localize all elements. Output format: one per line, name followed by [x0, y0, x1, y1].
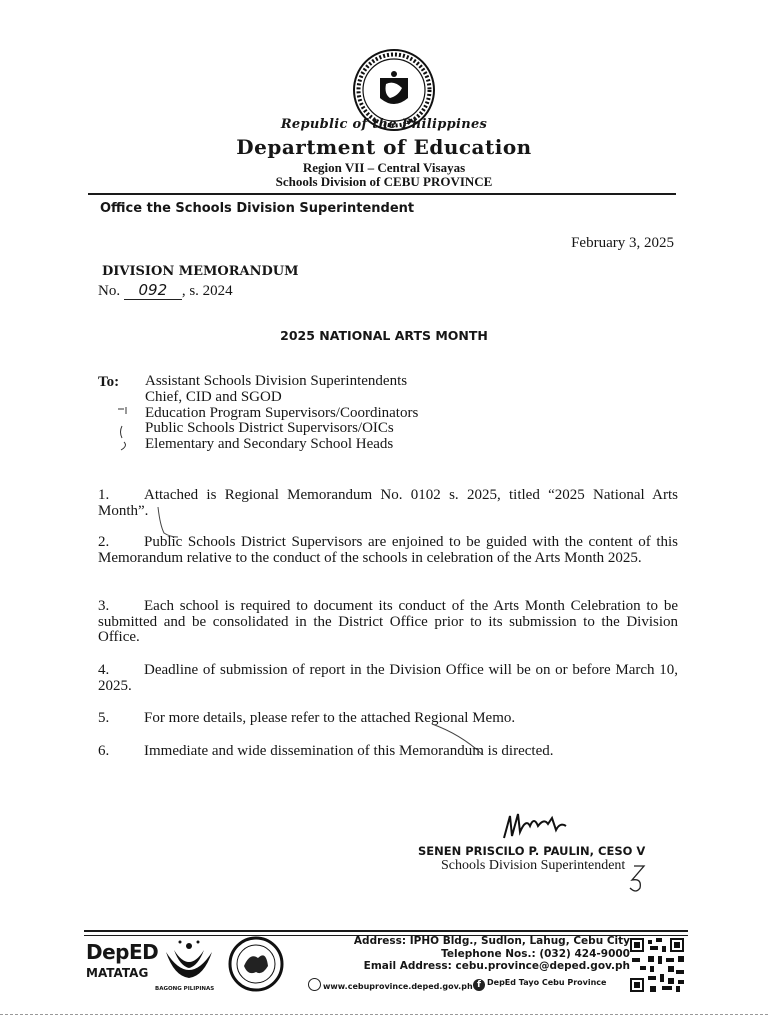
website-url: www.cebuprovince.deped.gov.ph	[323, 982, 473, 991]
signature-image	[500, 808, 570, 844]
paragraph-3	[98, 599, 678, 646]
office-name: Office the Schools Division Superintendent	[100, 201, 415, 216]
memo-number: 092	[124, 281, 182, 300]
facebook-link[interactable]	[473, 978, 606, 991]
memo-type: DIVISION MEMORANDUM	[102, 264, 299, 279]
memo-subject: 2025 NATIONAL ARTS MONTH	[280, 328, 488, 343]
region-heading: Region VII – Central Visayas	[302, 160, 466, 175]
recipient-item: Chief, CID and SGOD	[145, 388, 282, 405]
website-link[interactable]	[308, 978, 473, 991]
paragraph-6	[98, 744, 678, 760]
paragraph-number: 6.	[98, 743, 110, 759]
department-heading: Department of Education	[236, 135, 532, 159]
facebook-icon: f	[473, 979, 485, 991]
division-heading: Schools Division of CEBU PROVINCE	[275, 174, 493, 189]
paragraph-number: 2.	[98, 534, 110, 550]
paragraph-text: For more details, please refer to the attached Regional Memo.	[144, 710, 516, 726]
paragraph-text: Each school is required to document its conduct of the Arts Month Celebration to be submitted and be consolidated in the District Office prior to its submission to the Division Office.	[98, 598, 678, 645]
recipient-item: Public Schools District Supervisors/OICs	[145, 420, 394, 437]
paragraph-number: 5.	[98, 710, 110, 726]
division-seal-icon	[228, 936, 284, 992]
paragraph-5	[98, 711, 678, 727]
recipient-list	[145, 374, 418, 453]
memo-date: February 3, 2025	[571, 235, 674, 251]
recipient-item: Education Program Supervisors/Coordinators	[145, 404, 419, 421]
qr-code-icon	[630, 938, 684, 992]
header-divider	[88, 193, 676, 195]
pen-mark	[150, 505, 190, 541]
paragraph-text: Attached is Regional Memorandum No. 0102 s. 2025, titled “2025 National Arts Month”.	[98, 487, 678, 519]
footer-telephone: Telephone Nos.: (032) 424-9000	[441, 947, 630, 960]
memo-series: , s. 2024	[181, 283, 233, 299]
paragraph-number: 4.	[98, 662, 110, 678]
signatory-name: SENEN PRISCILO P. PAULIN, CESO V	[418, 844, 646, 858]
paragraph-text: Public Schools District Supervisors are enjoined to be guided with the content of this Memorandum relative to the conduct of the schools in celebration of the Arts Month 2025.	[98, 534, 678, 566]
recipient-item: Assistant Schools Division Superintendents	[145, 373, 408, 389]
paragraph-4	[98, 663, 678, 694]
facebook-page-name: DepEd Tayo Cebu Province	[487, 978, 607, 987]
footer-address: Address: IPHO Bldg., Sudlon, Lahug, Cebu City	[353, 935, 630, 947]
paragraph-text: Immediate and wide dissemination of this Memorandum is directed.	[144, 743, 554, 759]
footer-email: Email Address: cebu.province@deped.gov.ph	[363, 960, 630, 972]
memo-number-line	[98, 281, 233, 300]
globe-icon	[308, 978, 321, 991]
deped-matatag-logo	[86, 940, 159, 980]
to-label: To:	[98, 374, 120, 390]
paragraph-number: 3.	[98, 598, 110, 614]
hand-mark	[116, 406, 130, 452]
initials-mark	[622, 862, 652, 898]
bagong-pilipinas-label: BAGONG PILIPINAS	[155, 986, 215, 992]
deped-logo-text: DepED	[86, 940, 159, 964]
recipient-item: Elementary and Secondary School Heads	[145, 436, 394, 453]
paragraph-number: 1.	[98, 487, 110, 503]
footer-contact	[354, 935, 630, 973]
bagong-pilipinas-logo-icon	[160, 936, 218, 990]
paragraph-text: Deadline of submission of report in the Division Office will be on or before March 10, 2025.	[98, 662, 678, 694]
republic-heading: Republic of the Philippines	[280, 117, 488, 132]
footer-divider	[84, 930, 688, 932]
matatag-logo-text: MATATAG	[86, 966, 149, 980]
signatory-title: Schools Division Superintendent	[441, 858, 626, 873]
pen-mark	[430, 720, 490, 760]
memo-number-prefix: No.	[98, 283, 121, 299]
page-edge-dashes	[0, 1014, 768, 1016]
